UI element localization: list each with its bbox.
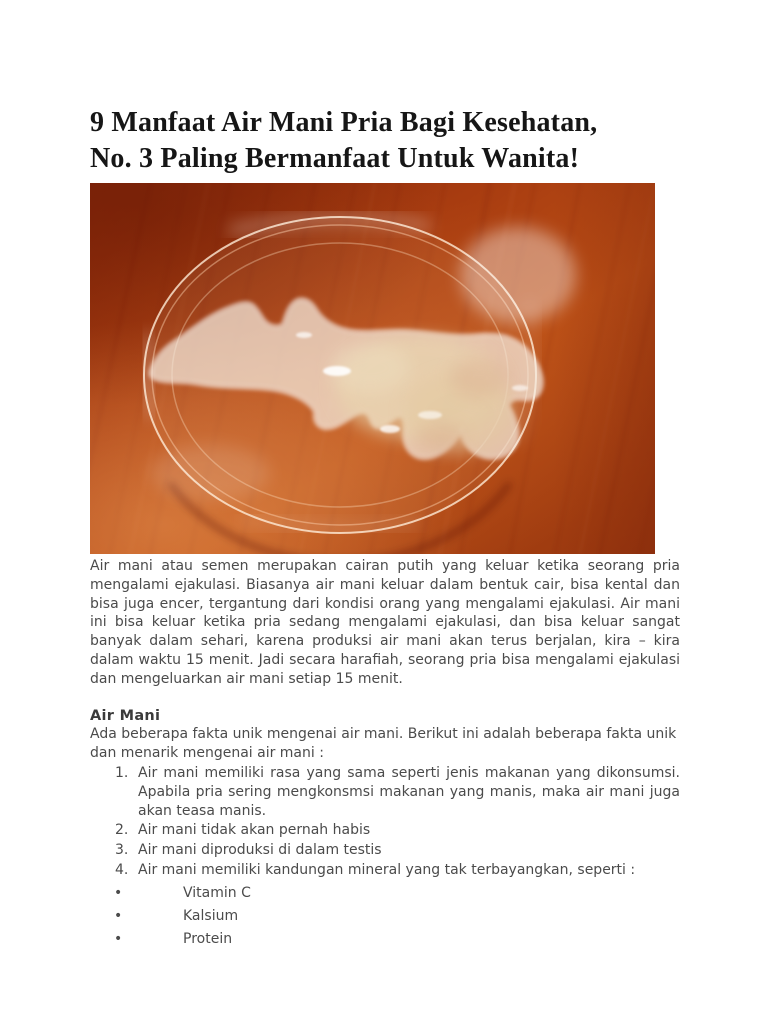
- facts-list-item: Air mani memiliki rasa yang sama seperti jenis makanan yang dikonsumsi. Apabila pria sering mengkonsmsi makanan yang manis, maka air mani juga akan teasa manis.: [138, 764, 680, 819]
- minerals-list-item: [90, 930, 680, 949]
- facts-list-item: Air mani tidak akan pernah habis: [138, 822, 371, 839]
- page-title-line-1: 9 Manfaat Air Mani Pria Bagi Kesehatan,: [90, 106, 598, 138]
- facts-list-item: Air mani diproduksi di dalam testis: [138, 842, 382, 859]
- mineral-label: Protein: [183, 930, 233, 947]
- lead-paragraph: Air mani atau semen merupakan cairan putih yang keluar ketika seorang pria mengalami ejakulasi. Biasanya air mani keluar dalam bentuk cair, bisa kental dan bisa juga encer, tergantung dari kondisi orang yang mengalami ejakulasi. Air mani ini bisa keluar ketika pria sedang mengalami ejakulasi, dan bisa keluar sangat banyak dalam sehari, karena produksi air mani akan terus berjalan, kira – kira dalam waktu 15 menit. Jadi secara harafiah, seorang pria bisa mengalami ejakulasi dan mengeluarkan air mani setiap 15 menit.: [90, 558, 680, 687]
- minerals-list: [90, 884, 680, 949]
- mineral-label: Vitamin C: [183, 884, 251, 901]
- section-heading: Air Mani: [90, 707, 161, 724]
- bullet-icon: •: [114, 907, 123, 924]
- page-title-line-2: No. 3 Paling Bermanfaat Untuk Wanita!: [90, 142, 580, 174]
- facts-list: [90, 764, 680, 880]
- article-photo: [90, 183, 655, 554]
- article-body: [90, 557, 680, 953]
- minerals-list-item: [90, 884, 680, 903]
- page-title: [90, 105, 690, 177]
- section-intro: Ada beberapa fakta unik mengenai air mani. Berikut ini adalah beberapa fakta unik dan menarik mengenai air mani :: [90, 726, 677, 762]
- minerals-list-item: [90, 907, 680, 926]
- bullet-icon: •: [114, 930, 123, 947]
- facts-list-item: Air mani memiliki kandungan mineral yang tak terbayangkan, seperti :: [138, 861, 636, 878]
- bullet-icon: •: [114, 884, 123, 901]
- photo-glass-dish-on-wood: [90, 183, 655, 554]
- mineral-label: Kalsium: [183, 907, 239, 924]
